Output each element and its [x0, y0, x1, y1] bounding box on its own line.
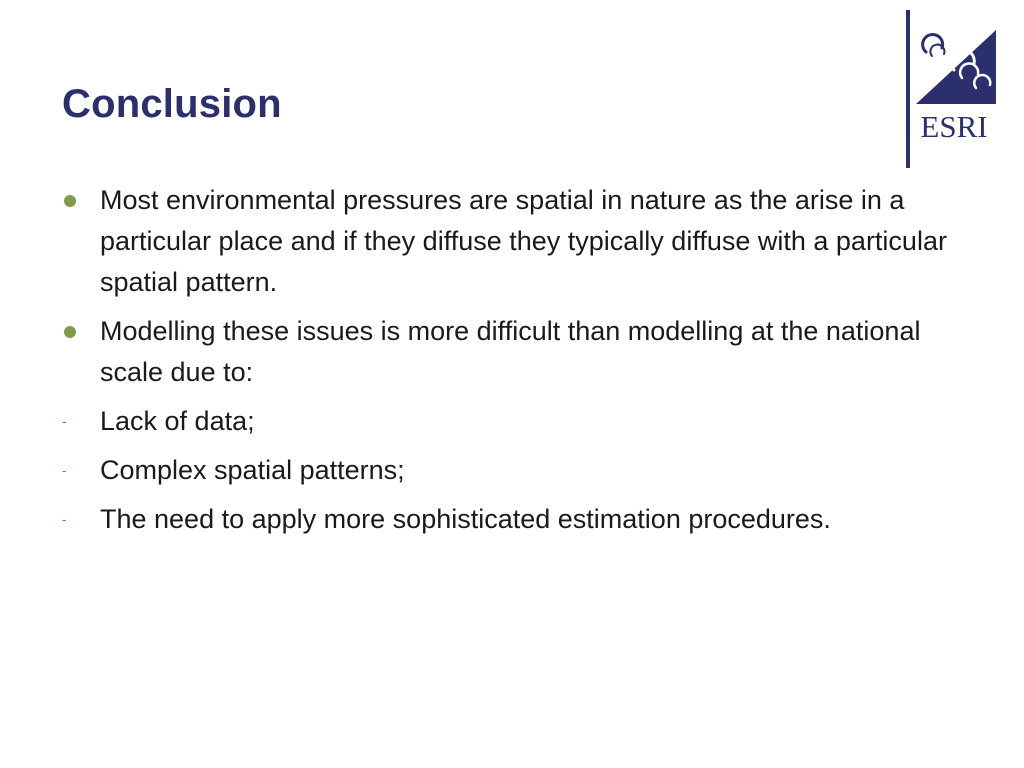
esri-logo [902, 10, 1002, 170]
dash-icon: - [62, 511, 67, 527]
bullet-text: The need to apply more sophisticated estimation procedures. [100, 504, 831, 534]
sub-bullet-item [60, 499, 990, 540]
bullet-text: Modelling these issues is more difficult than modelling at the national scale due to: [100, 316, 921, 387]
slide-title: Conclusion [62, 82, 282, 126]
bullet-item [60, 311, 990, 393]
bullet-dot-icon [64, 326, 76, 338]
sub-bullet-item [60, 450, 990, 491]
sub-bullet-item [60, 401, 990, 442]
bullet-text: Lack of data; [100, 406, 255, 436]
dash-icon: - [62, 462, 67, 478]
bullet-list [60, 180, 990, 548]
bullet-text: Most environmental pressures are spatial in nature as the arise in a particular place and if they diffuse they typically diffuse with a particular spatial pattern. [100, 185, 947, 297]
dash-icon: - [62, 413, 67, 429]
logo-triangle [916, 30, 996, 104]
bullet-dot-icon [64, 195, 76, 207]
logo-text: ESRI [920, 109, 988, 144]
bullet-item [60, 180, 990, 303]
logo-vertical-rule [906, 10, 910, 168]
bullet-text: Complex spatial patterns; [100, 455, 405, 485]
